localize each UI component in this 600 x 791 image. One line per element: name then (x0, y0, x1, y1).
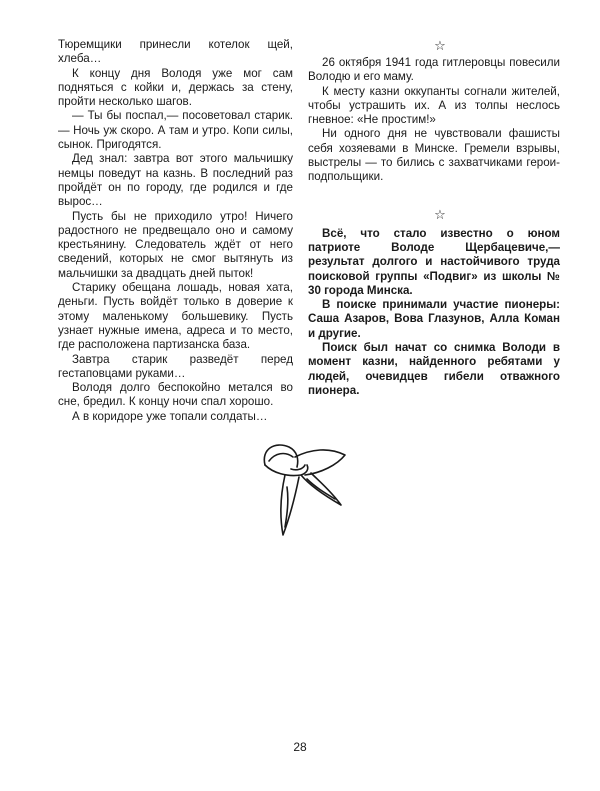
paragraph: Дед знал: завтра вот этого мальчишку немцы поведут на казнь. В последний раз пройдёт он по городу, где родился и где вырос… (58, 152, 293, 209)
star-icon: ☆ (434, 206, 446, 222)
star-icon: ☆ (434, 38, 446, 53)
section-execution (308, 56, 560, 185)
paragraph: Старику обещана лошадь, новая хата, деньги. Пусть войдёт только в доверие к этому маленькому большевику. Пусть узнает нужные имена, адреса и то место, где расположена партизанска база. (58, 281, 293, 352)
paragraph: К месту казни оккупанты согнали жителей, чтобы устрашить их. А из толпы неслось гневное: «Не простим!» (308, 84, 560, 127)
paragraph: А в коридоре уже топали солдаты… (72, 409, 268, 423)
left-column (58, 38, 293, 424)
paragraph: Завтра старик разведёт перед гестаповцами руками… (58, 352, 293, 380)
section-search-group (308, 227, 560, 399)
paragraph: Володя долго беспокойно метался во сне, бредил. К концу ночи спал хорошо. (58, 381, 293, 409)
right-column (308, 38, 560, 398)
paragraph: Ни одного дня не чувствовали фашисты себя хозяевами в Минске. Гремели взрывы, выстрелы — то бились с захватчиками герои-подпольщики. (308, 127, 560, 184)
paragraph: Пусть бы не приходило утро! Ничего радостного не предвещало оно и самому крестьянину. Следователь ждёт от него сведений, которых не смог вытянуть из мальчишки за двадцать дней пыток! (58, 209, 293, 280)
paragraph: Поиск был начат со снимка Володи в момент казни, найденного ребятами у людей, очевидцев гибели отважного пионера. (308, 341, 560, 397)
paragraph: 26 октября 1941 года гитлеровцы повесили Володю и его маму. (308, 56, 560, 84)
pioneer-scarf-icon (255, 435, 355, 545)
paragraph: К концу дня Володя уже мог сам подняться с койки и, держась за стену, пройти несколько шагов. (58, 66, 293, 109)
paragraph: Тюремщики принесли котелок щей, хлеба… (58, 38, 293, 66)
paragraph: — Ты бы поспал,— посоветовал старик.— Ночь уж скоро. А там и утро. Копи силы, сынок. Пригодятся. (58, 109, 293, 152)
page-number: 28 (293, 740, 307, 754)
paragraph: Всё, что стало известно о юном патриоте Володе Щербацевиче,— результат долгого и настойчивого труда поисковой группы «Подвиг» из школы № 30 города Минска. (308, 226, 560, 297)
paragraph: В поиске принимали участие пионеры: Саша Азаров, Вова Глазунов, Алла Коман и другие. (308, 298, 560, 340)
